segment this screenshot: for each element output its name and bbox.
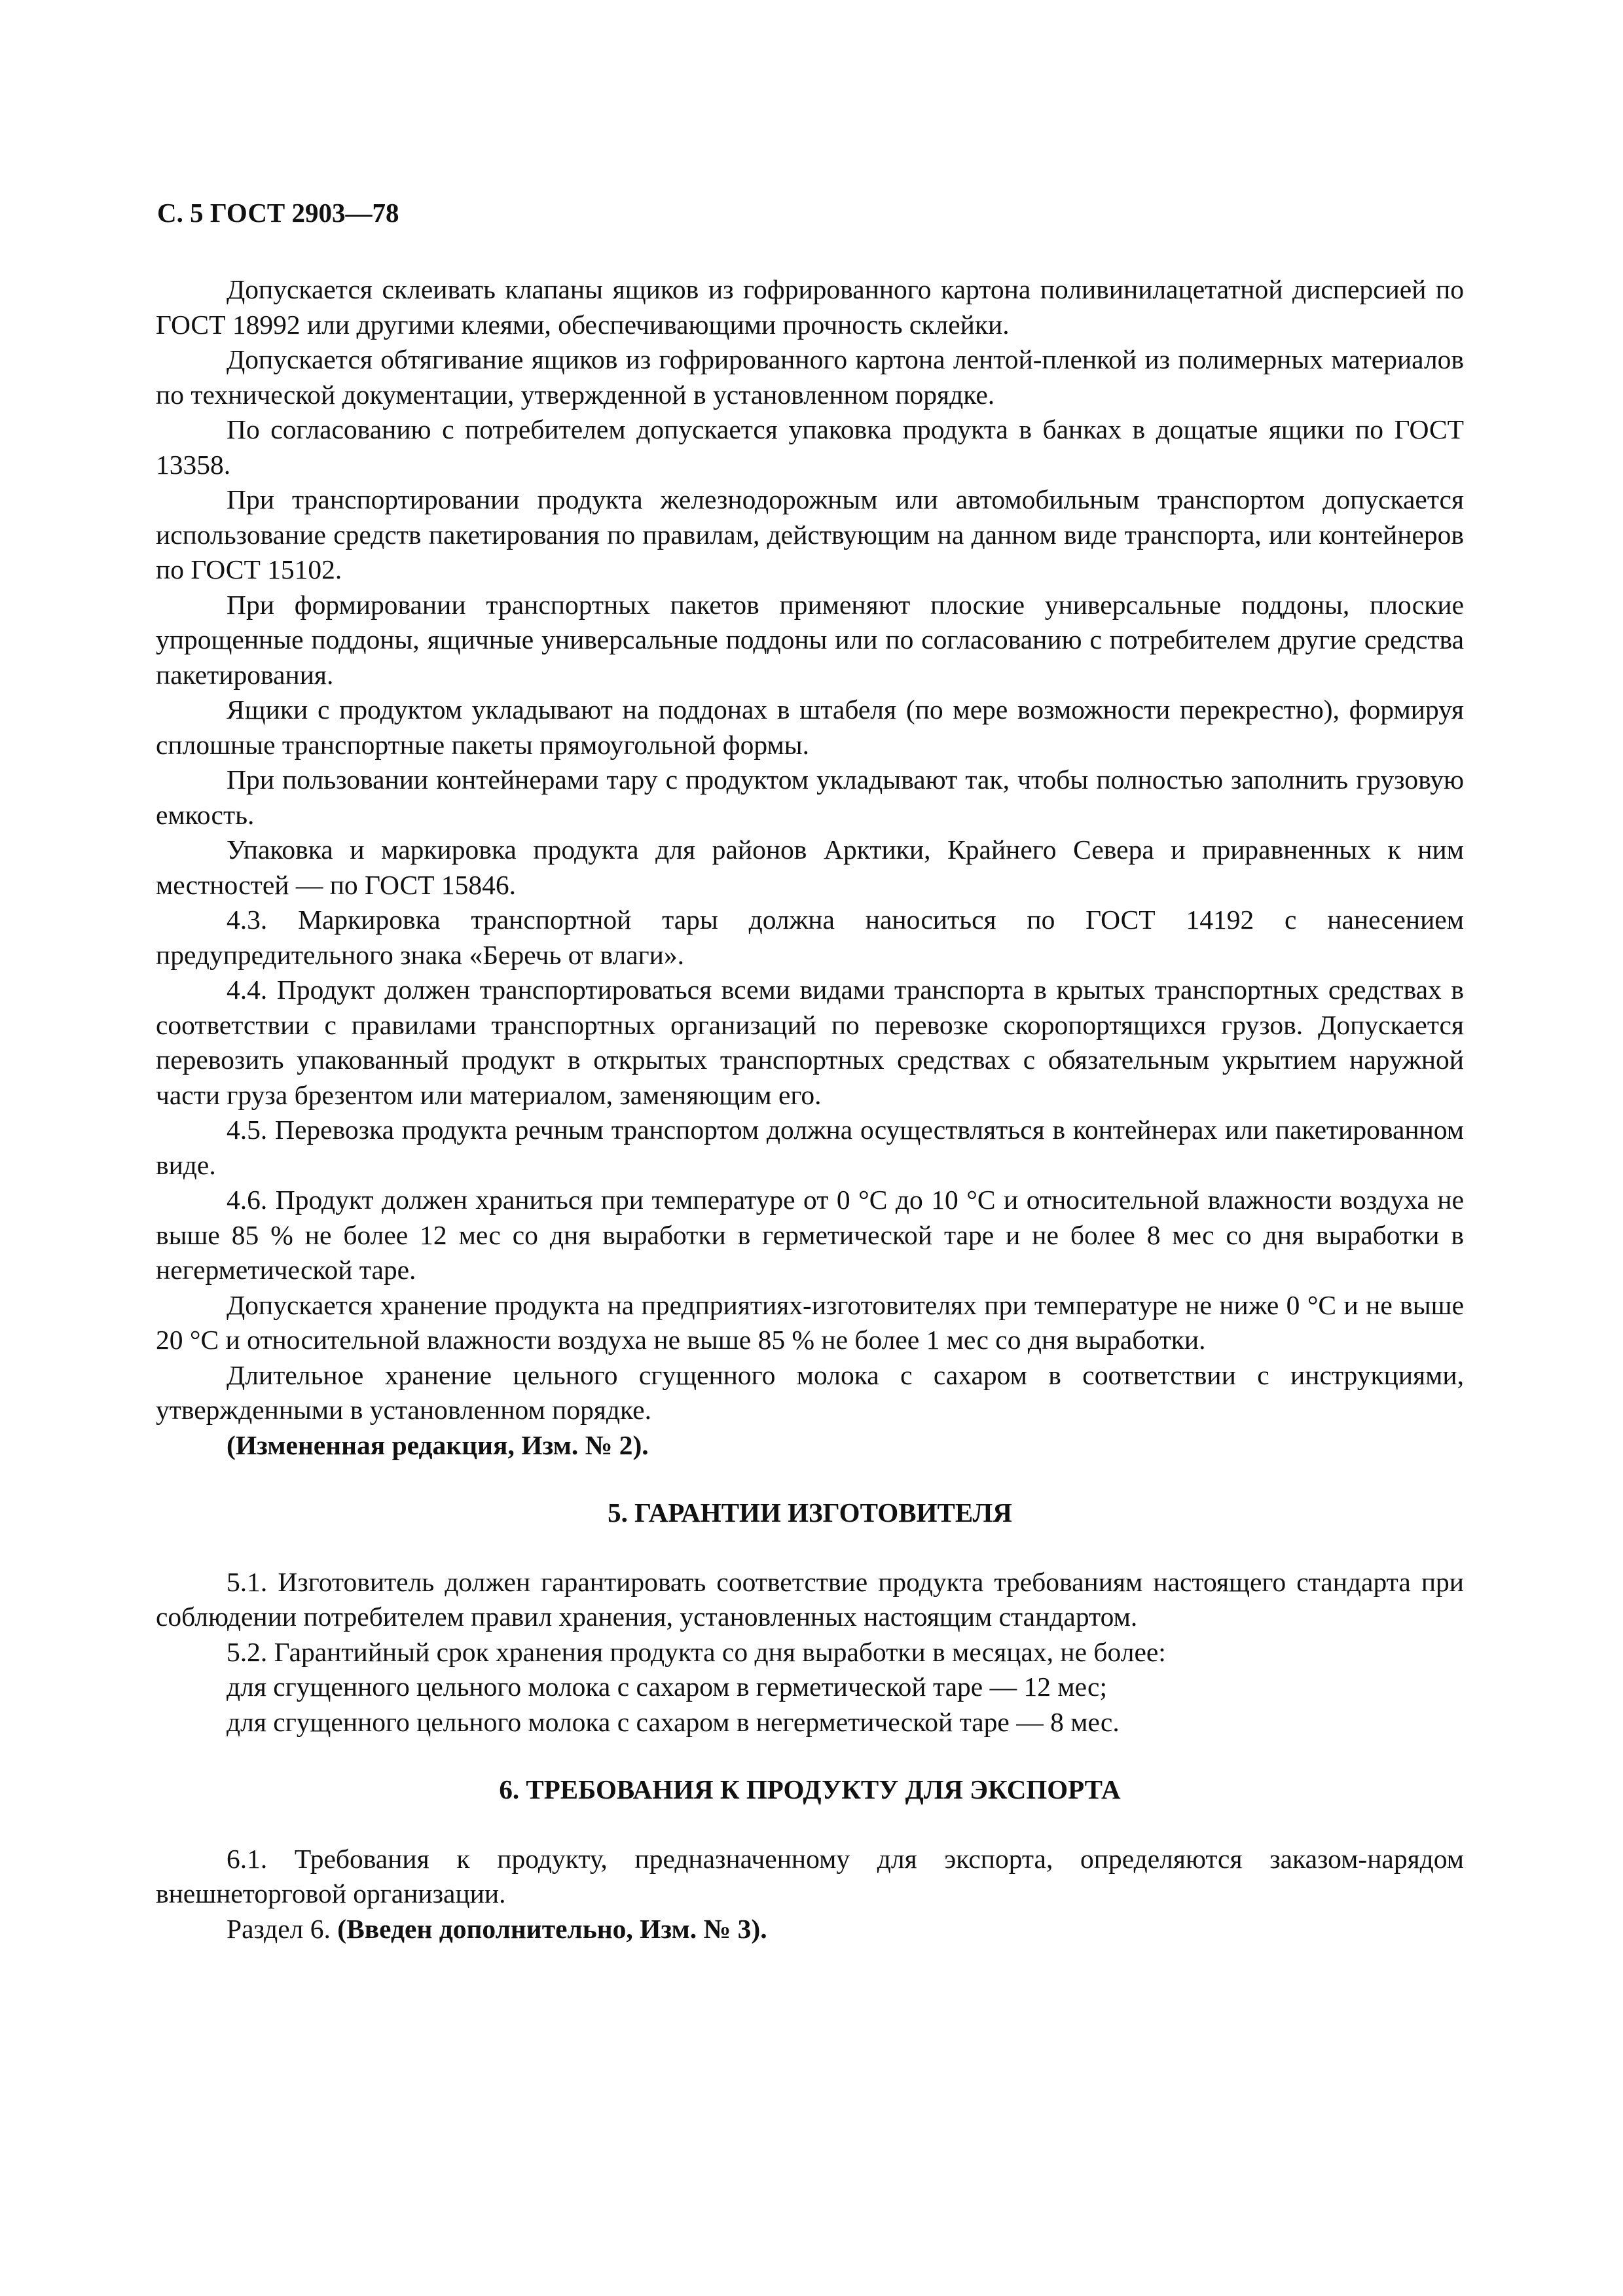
amendment-note — [156, 1912, 1464, 1947]
document-body — [156, 272, 1464, 1946]
paragraph: При формировании транспортных пакетов применяют плоские универсальные поддоны, плоские упрощенные поддоны, ящичные универсальные поддоны или по согласованию с потребителем другие средства пакетирования. — [156, 589, 1464, 690]
page-header: С. 5 ГОСТ 2903—78 — [157, 198, 399, 228]
section-6-title: 6. ТРЕБОВАНИЯ К ПРОДУКТУ ДЛЯ ЭКСПОРТА — [499, 1774, 1121, 1804]
clause-5-2: 5.2. Гарантийный срок хранения продукта со дня выработки в месяцах, не более: — [227, 1636, 1166, 1667]
list-item: для сгущенного цельного молока с сахаром в негерметической таре — 8 мес. — [227, 1706, 1120, 1737]
paragraph: При транспортировании продукта железнодорожным или автомобильным транспортом допускается использование средств пакетирования по правилам, действующим на данном виде транспорта, или контейнеров по ГОСТ 15102. — [156, 484, 1464, 584]
paragraph: Ящики с продуктом укладывают на поддонах в штабеля (по мере возможности перекрестно), формируя сплошные транспортные пакеты прямоугольной формы. — [156, 694, 1464, 760]
clause-4-6: 4.6. Продукт должен храниться при температуре от 0 °С до 10 °С и относительной влажности воздуха не выше 85 % не более 12 мес со дня выработки в герметической таре и не более 8 мес со дня выработки в негерметической таре. — [156, 1185, 1464, 1285]
paragraph: Упаковка и маркировка продукта для районов Арктики, Крайнего Севера и приравненных к ним местностей — по ГОСТ 15846. — [156, 834, 1464, 900]
paragraph: Длительное хранение цельного сгущенного молока с сахаром в соответствии с инструкциями, утвержденными в установленном порядке. — [156, 1359, 1464, 1425]
clause-4-5: 4.5. Перевозка продукта речным транспортом должна осуществляться в контейнерах или пакетированном виде. — [156, 1115, 1464, 1180]
paragraph: По согласованию с потребителем допускается упаковка продукта в банках в дощатые ящики по ГОСТ 13358. — [156, 414, 1464, 480]
section-ref: Раздел 6. — [227, 1913, 331, 1944]
paragraph: Допускается хранение продукта на предприятиях-изготовителях при температуре не ниже 0 °С и не выше 20 °С и относительной влажности воздуха не выше 85 % не более 1 мес со дня выработки. — [156, 1289, 1464, 1355]
paragraph: Допускается склеивать клапаны ящиков из гофрированного картона поливинилацетатной дисперсией по ГОСТ 18992 или другими клеями, обеспечивающими прочность склейки. — [156, 274, 1464, 340]
clause-5-1: 5.1. Изготовитель должен гарантировать соответствие продукта требованиям настоящего стандарта при соблюдении потребителем правил хранения, установленных настоящим стандартом. — [156, 1566, 1464, 1632]
amendment-note: (Измененная редакция, Изм. № 2). — [227, 1429, 649, 1460]
clause-6-1: 6.1. Требования к продукту, предназначенному для экспорта, определяются заказом-нарядом внешнеторговой организации. — [156, 1843, 1464, 1909]
section-5-title: 5. ГАРАНТИИ ИЗГОТОВИТЕЛЯ — [608, 1498, 1012, 1528]
list-item: для сгущенного цельного молока с сахаром в герметической таре — 12 мес; — [227, 1672, 1108, 1702]
clause-4-3: 4.3. Маркировка транспортной тары должна наноситься по ГОСТ 14192 с нанесением предупредительного знака «Беречь от влаги». — [156, 905, 1464, 970]
clause-4-4: 4.4. Продукт должен транспортироваться всеми видами транспорта в крытых транспортных средствах в соответствии с правилами транспортных организаций по перевозке скоропортящихся грузов. Допускается перевозить упакованный продукт в открытых транспортных средствах с обязательным укрытием наружной части груза брезентом или материалом, заменяющим его. — [156, 975, 1464, 1110]
paragraph: При пользовании контейнерами тару с продуктом укладывают так, чтобы полностью заполнить грузовую емкость. — [156, 764, 1464, 830]
amendment-bold: (Введен дополнительно, Изм. № 3). — [337, 1913, 767, 1944]
paragraph: Допускается обтягивание ящиков из гофрированного картона лентой-пленкой из полимерных материалов по технической документации, утвержденной в установленном порядке. — [156, 344, 1464, 410]
